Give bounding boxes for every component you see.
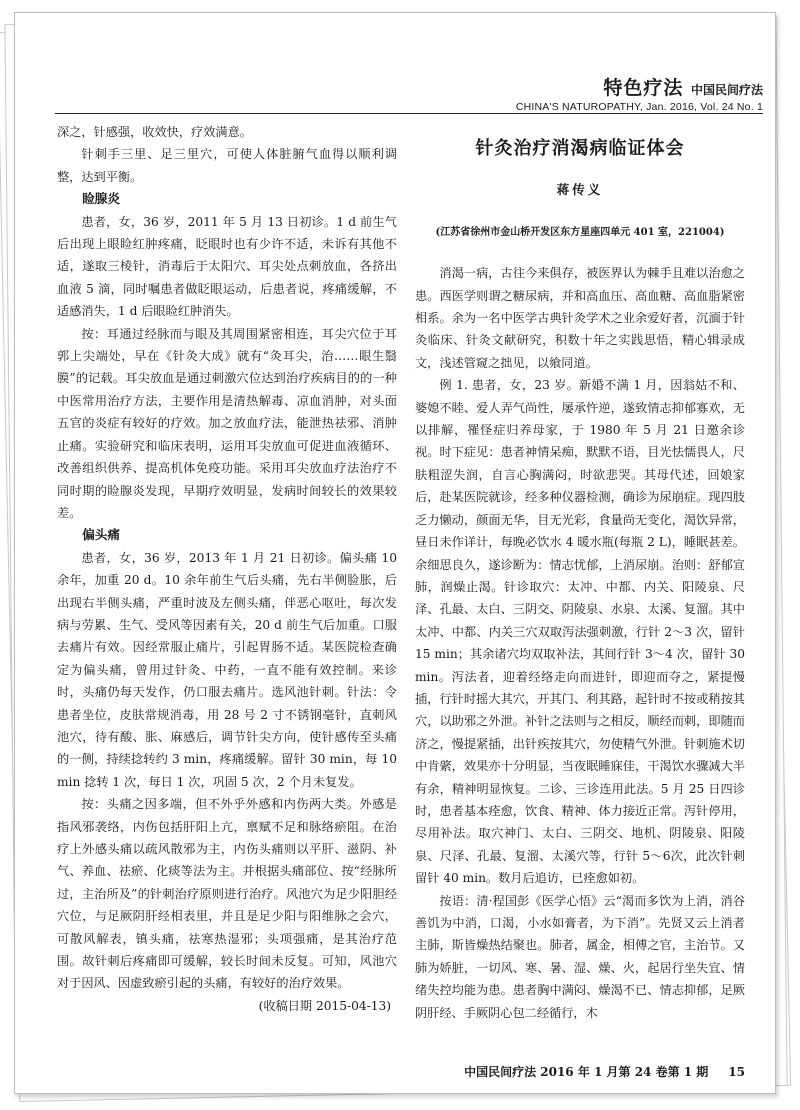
left-column [57,121,397,1017]
footer-journal: 中国民间疗法 2016 年 1 月第 24 卷第 1 期 [464,1065,709,1079]
section-heading: 睑腺炎 [82,191,120,207]
body-paragraph: 深之，针感强，收效快，疗效满意。 [57,125,252,139]
body-paragraph: 按：头痛之因多端，但不外乎外感和内伤两大类。外感是指风邪袭络，内伤包括肝阳上亢，禀赋不足和脉络瘀阻。在治疗上外感头痛以疏风散邪为主，内伤头痛则以平肝、滋阴、补气、养血、祛瘀、化痰等法为主。并根据头痛部位、按“经脉所过，主治所及”的针刺治疗原则进行治疗。风池穴为足少阳胆经穴位，与足厥阴肝经相表里，并且是足少阳与阳维脉之会穴，可散风解表，镇头痛，祛寒热湿邪；头项强痛，是其治疗范围。故针刺后疼痛即可缓解，较长时间未反复。可知，风池穴对于因风、因虚致瘀引起的头痛，有较好的治疗效果。 [57,797,397,991]
body-paragraph: 患者，女，36 岁，2013 年 1 月 21 日初诊。偏头痛 10 余年，加重 20 d。10 余年前生气后头痛，先右半侧脸胀，后出现右半侧头痛，严重时波及左侧头痛，伴恶心呕吐，每次发病与劳累、生气、受风等因素有关，20 d 前生气后加重。口服去痛片有效。因经常服止痛片，引起胃肠不适。某医院检查确定为偏头痛，曾用过针灸、中药，一直不能有效控制。来诊时，头痛仍每天发作，仍口服去痛片。选风池针刺。针法：令患者坐位，皮肤常规消毒，用 28 号 2 寸不锈钢毫针，直刺风池穴，待有酸、胀、麻感后，调节针尖方向，使针感传至头痛的一侧，持续捻转约 3 min，疼痛缓解。留针 30 min，每 10 min 捻转 1 次，每日 1 次，巩固 5 次，2 个月未复发。 [57,550,397,789]
body-paragraph: 例 1. 患者，女，23 岁。新婚不满 1 月，因翁姑不和、婆媳不睦、爱人弄气尚性，屡承忤逆，遂致情志抑郁寡欢，无以排解，罹怪症归养母家，于 1980 年 5 月 21 日邀余诊视。时下症见：患者神情呆痴，默默不语，目光怯懦畏人，尺肤粗涩失润，自言心胸满闷，时欲悲哭。其母代述，回娘家后，赴某医院就诊，经多种仪器检测，确诊为尿崩症。现四肢乏力懒动，颜面无华，目无光彩，食量尚无变化，渴饮异常，昼日未作详计，每晚必饮水 4 暖水瓶(每瓶 2 L)，睡眠甚差。余细思良久，遂诊断为：情志忧郁，上消尿崩。治则：舒郁宣肺，润燥止渴。针诊取穴：太冲、中都、内关、阳陵泉、尺泽、孔最、太白、三阴交、阴陵泉、水泉、太溪、复溜。其中太冲、中都、内关三穴双取泻法强刺激，行针 2～3 次，留针 15 min；其余诸穴均双取补法，其间行针 3～4 次，留针 30 min。泻法者，迎着经络走向而进针，即迎而夺之，紧提慢插，行针时摇大其穴，开其门、利其路，起针时不按或稍按其穴，以助邪之外泄。补针之法则与之相反，顺经而刺，即随而济之，慢提紧插，出针疾按其穴，勿使精气外泄。针刺施术切中肯綮，效果亦十分明显，当夜眠睡寐佳，干渴饮水骤减大半有余，精神明显恢复。二诊、三诊连用此法。5 月 25 日四诊时，患者基本痊愈，饮食、精神、体力接近正常。泻针停用，尽用补法。取穴神门、太白、三阴交、地机、阴陵泉、阳陵泉、尺泽、孔最、复溜、太溪穴等，行针 5～6次，此次针刺留针 40 min。数月后追访，已痊愈如初。 [415,378,745,886]
brand-title: 特色疗法 [603,77,684,99]
page-footer [415,1063,745,1080]
author-affiliation: (江苏省徐州市金山桥开发区东方星座四单元 401 室，221004) [435,226,725,238]
article-author: 蒋传义 [556,182,604,198]
right-column [415,121,745,1024]
journal-page [14,12,776,1094]
article-body [415,262,745,1024]
journal-citation: CHINA'S NATUROPATHY, Jan. 2016, Vol. 24 No. 1 [515,101,763,113]
header-rule [55,113,763,114]
received-date: (收稿日期 2015-04-13) [258,998,391,1013]
body-paragraph: 针刺手三里、足三里穴，可使人体脏腑气血得以顺利调整，达到平衡。 [57,147,397,184]
article-title: 针灸治疗消渴病临证体会 [475,138,685,159]
body-paragraph: 消渴一病，古往今来俱存，被医界认为棘手且难以治愈之患。西医学则谓之糖尿病，并和高血压、高血糖、高血脂紧密相系。余为一名中医学古典针灸学术之业余爱好者，沉湎于针灸临床、针灸文献研究，积数十年之实践思悟，精心辑录成文，浅述管窥之拙见，以飨同道。 [415,266,745,370]
body-paragraph: 按语：清·程国彭《医学心悟》云“渴而多饮为上消，消谷善饥为中消，口渴，小水如膏者，为下消”。先贤又云上消者主肺，斯皆燥热结聚也。肺者，属金，相傅之官，主治节。又肺为娇脏，一切风、寒、暑、湿、燥、火，起居行坐失宜、情绪失控均能为患。患者胸中满闷、燥渴不已、情志抑郁，足厥阴肝经、手厥阴心包二经循行，木 [415,893,745,1020]
section-heading: 偏头痛 [82,527,120,543]
body-paragraph: 患者，女，36 岁，2011 年 5 月 13 日初诊。1 d 前生气后出现上眼睑红肿疼痛，眨眼时也有少许不适，未诉有其他不适，遂取三棱针，消毒后于太阳穴、耳尖处点刺放血，各挤出血液 5 滴，同时嘱患者做眨眼运动，后患者说，疼痛缓解，不适感消失，1 d 后眼睑红肿消失。 [57,214,397,319]
journal-header [516,73,763,113]
column-brand [516,73,763,100]
page-number: 15 [728,1065,745,1079]
brand-subtitle: 中国民间疗法 [690,83,763,97]
body-paragraph: 按：耳通过经脉而与眼及其周围紧密相连，耳尖穴位于耳郭上尖端处，早在《针灸大成》就有“灸耳尖，治……眼生翳膜”的记载。耳尖放血是通过刺激穴位达到治疗疾病目的的一种中医常用治疗方法，主要作用是清热解毒、凉血消肿，对头面五官的炎症有较好的疗效。加之放血疗法，能泄热祛邪、消肿止痛。实验研究和临床表明，运用耳尖放血可促进血液循环、改善组织供养、提高机体免疫功能。采用耳尖放血疗法治疗不同时期的睑腺炎发现，早期疗效明显，发病时间较长的效果较差。 [57,326,397,520]
